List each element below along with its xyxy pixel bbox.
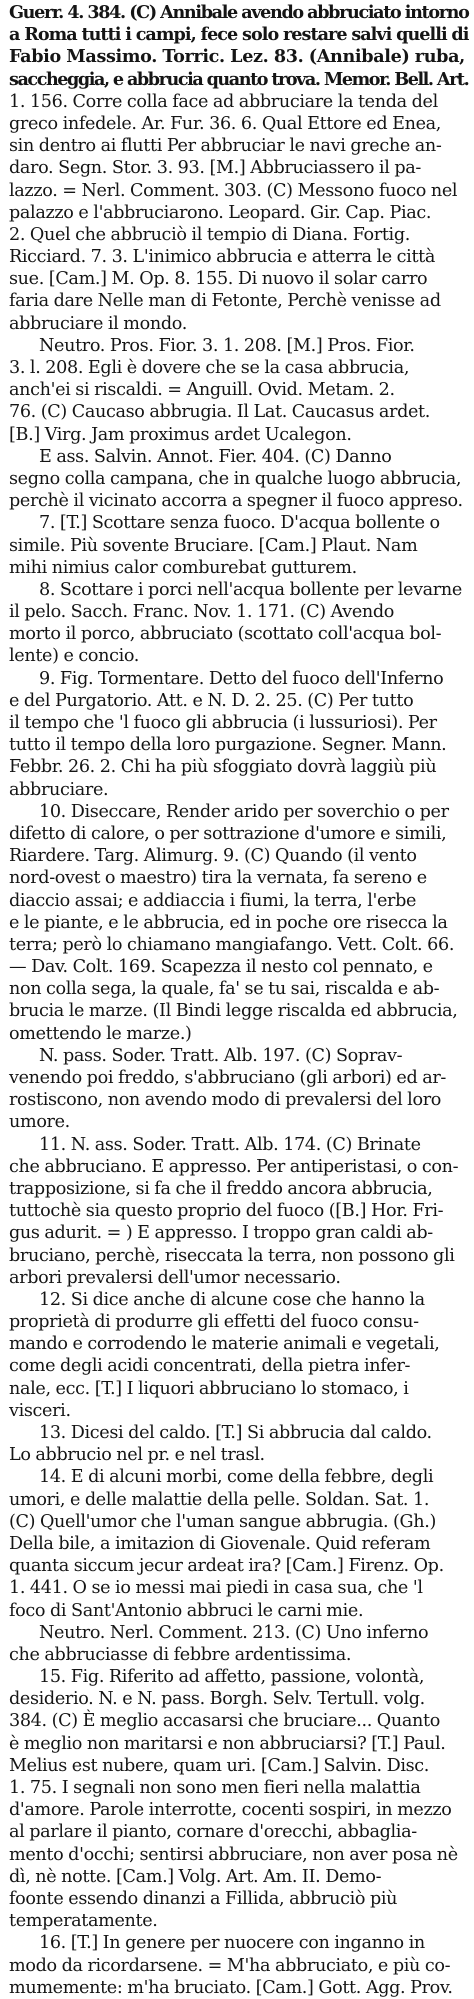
text-line: il pelo. Sacch. Franc. Nov. 1. 171. (C) Avendo	[9, 602, 395, 623]
text-line: 1. 441. O se io messi mai piedi in casa sua, che 'l	[9, 1578, 423, 1599]
text-line: 1. 75. I segnali non sono men fieri nella malattia	[9, 1778, 421, 1798]
text-line: sin dentro ai flutti Per abbruciar le navi greche an-	[9, 136, 442, 157]
text-line: proprietà di produrre gli effetti del fuoco consu-	[9, 1312, 419, 1333]
text-line: 16. [T.] In genere per nuocere con inganno in	[39, 1933, 425, 1954]
text-line: quanta siccum jecur ardeat ira? [Cam.] Firenz. Op.	[9, 1556, 444, 1577]
text-line: rostiscono, non avendo modo di prevalersi del loro	[9, 1090, 442, 1111]
text-line: greco infedele. Ar. Fur. 36. 6. Qual Ettore ed Enea,	[9, 113, 442, 134]
text-line: faria dare Nelle man di Fetonte, Perchè venisse ad	[9, 291, 441, 312]
text-line: 10. Diseccare, Render arido per soverchio o per	[39, 801, 449, 822]
text-line: palazzo e l'abbruciarono. Leopard. Gir. Cap. Piac.	[9, 202, 432, 223]
text-line: simile. Più sovente Bruciare. [Cam.] Plaut. Nam	[9, 535, 418, 556]
text-line: Melius est nubere, quam uri. [Cam.] Salvin. Disc.	[9, 1755, 430, 1776]
text-line: E ass. Salvin. Annot. Fier. 404. (C) Danno	[39, 446, 392, 467]
text-line: visceri.	[9, 1400, 71, 1421]
text-line: — Dav. Colt. 169. Scapezza il nesto col pennato, e	[9, 957, 433, 978]
text-line: venendo poi freddo, s'abbruciano (gli arbori) ed ar-	[9, 1068, 447, 1088]
text-line: arbori prevalersi dell'umor necessario.	[9, 1267, 341, 1288]
text-line: 9. Fig. Tormentare. Detto del fuoco dell'Inferno	[39, 668, 444, 689]
text-line: a Roma tutti i campi, fece solo restare salvi quelli di	[9, 24, 469, 46]
text-line: 8. Scottare i porci nell'acqua bollente per levarne	[39, 579, 462, 600]
text-line: mento d'occhi; sentirsi abbruciare, non aver posa nè	[9, 1844, 458, 1865]
text-line: perchè il vicinato accorra a spegner il fuoco appreso.	[9, 491, 463, 512]
text-line: tutto il tempo della loro purgazione. Segner. Mann.	[9, 735, 447, 756]
dictionary-entry-text	[9, 2, 468, 1999]
text-line: desiderio. N. e N. pass. Borgh. Selv. Tertull. volg.	[9, 1689, 425, 1710]
text-line: non colla sega, la quale, fa' se tu sai, riscalda e ab-	[9, 979, 440, 1000]
text-line: (C) Quell'umor che l'uman sangue abbrugia. (Gh.)	[9, 1511, 437, 1532]
text-line: che abbruciano. E appresso. Per antiperistasi, o con-	[9, 1156, 459, 1177]
text-line: e del Purgatorio. Att. e N. D. 2. 25. (C) Per tutto	[9, 690, 414, 711]
text-line: mumemente: m'ha bruciato. [Cam.] Gott. Agg. Prov.	[9, 1977, 453, 1998]
text-line: Guerr. 4. 384. (C) Annibale avendo abbruciato intorno	[9, 2, 469, 23]
text-line: Neutro. Nerl. Comment. 213. (C) Uno inferno	[39, 1622, 429, 1643]
text-line: 14. E di alcuni morbi, come della febbre, degli	[39, 1467, 434, 1488]
text-line: Lo abbrucio nel pr. e nel trasl.	[9, 1445, 265, 1466]
text-line: morto il porco, abbruciato (scottato coll'acqua bol-	[9, 624, 442, 645]
text-line: nale, ecc. [T.] I liquori abbruciano lo stomaco, i	[9, 1378, 409, 1399]
text-line: 15. Fig. Riferito ad affetto, passione, volontà,	[39, 1667, 425, 1688]
text-line: saccheggia, e abbrucia quanto trova. Memor. Bell. Art.	[9, 68, 469, 90]
text-line: 11. N. ass. Soder. Tratt. Alb. 174. (C) Brinate	[39, 1134, 421, 1155]
text-line: bruciano, perchè, riseccata la terra, non possono gli	[9, 1245, 455, 1266]
text-line: lente) e concio.	[9, 646, 140, 667]
text-line: abbruciare.	[9, 779, 109, 800]
text-line: come degli acidi concentrati, della pietra infer-	[9, 1356, 411, 1377]
text-line: foco di Sant'Antonio abbruci le carni mie.	[9, 1600, 364, 1621]
text-line: Della bile, a imitazion di Giovenale. Quid referam	[9, 1533, 431, 1554]
text-line: al parlare il pianto, cornare d'orecchi, abbaglia-	[9, 1822, 417, 1843]
text-line: terra; però lo chiamano mangiafango. Vett. Colt. 66.	[9, 934, 455, 955]
text-line: nord-ovest o maestro) tira la vernata, fa sereno e	[9, 868, 427, 889]
text-line: dì, nè notte. [Cam.] Volg. Art. Am. II. Demo-	[9, 1866, 382, 1887]
text-line: d'amore. Parole interrotte, cocenti sospiri, in mezzo	[9, 1800, 452, 1821]
text-line: diaccio assai; e addiaccia i fiumi, la terra, l'erbe	[9, 890, 417, 911]
text-line: 1. 156. Corre colla face ad abbruciare la tenda del	[9, 91, 438, 112]
text-line: Fabio Massimo. Torric. Lez. 83. (Annibale) ruba,	[9, 46, 465, 68]
text-line: 2. Quel che abbruciò il tempio di Diana. Fortig.	[9, 224, 410, 245]
text-line: segno colla campana, che in qualche luogo abbrucia,	[9, 468, 462, 489]
text-line: Neutro. Pros. Fior. 3. 1. 208. [M.] Pros. Fior.	[39, 335, 415, 356]
text-line: il tempo che 'l fuoco gli abbrucia (i lussuriosi). Per	[9, 713, 437, 733]
text-line: omettendo le marze.)	[9, 1023, 192, 1044]
text-line: modo da ricordarsene. = M'ha abbruciato, e più co-	[9, 1955, 451, 1976]
text-line: mando e corrodendo le materie animali e vegetali,	[9, 1334, 440, 1355]
text-line: umore.	[9, 1112, 70, 1133]
text-line: tuttochè sia questo proprio del fuoco ([B.] Hor. Fri-	[9, 1201, 444, 1222]
text-line: foonte essendo dinanzi a Fillida, abbruciò più	[9, 1888, 398, 1909]
text-line: trapposizione, si fa che il freddo ancora abbrucia,	[9, 1178, 433, 1199]
text-line: sue. [Cam.] M. Op. 8. 155. Di nuovo il solar carro	[9, 269, 428, 290]
text-line: 76. (C) Caucaso abbrugia. Il Lat. Caucasus ardet.	[9, 402, 431, 423]
text-line: 12. Si dice anche di alcune cose che hanno la	[39, 1289, 425, 1310]
text-line: lazzo. = Nerl. Comment. 303. (C) Messono fuoco nel	[9, 180, 458, 201]
text-line: N. pass. Soder. Tratt. Alb. 197. (C) Soprav-	[39, 1045, 403, 1066]
text-line: 13. Dicesi del caldo. [T.] Si abbrucia dal caldo.	[39, 1423, 432, 1443]
text-line: [B.] Virg. Jam proximus ardet Ucalegon.	[9, 424, 352, 445]
text-line: difetto di calore, o per sottrazione d'umore e simili,	[9, 823, 447, 844]
text-line: daro. Segn. Stor. 3. 93. [M.] Abbruciassero il pa-	[9, 158, 421, 179]
text-line: Ricciard. 7. 3. L'inimico abbrucia e atterra le città	[9, 247, 436, 268]
text-line: e le piante, e le abbrucia, ed in poche ore risecca la	[9, 912, 448, 933]
text-line: 384. (C) È meglio accasarsi che bruciare... Quanto	[9, 1711, 440, 1732]
text-line: Riardere. Targ. Alimurg. 9. (C) Quando (il vento	[9, 846, 417, 867]
text-line: temperatamente.	[9, 1911, 158, 1932]
text-line: che abbruciasse di febbre ardentissima.	[9, 1644, 352, 1665]
text-line: è meglio non maritarsi e non abbruciarsi? [T.] Paul.	[9, 1733, 446, 1754]
text-line: mihi nimius calor comburebat gutturem.	[9, 557, 357, 578]
text-line: abbruciare il mondo.	[9, 313, 187, 334]
text-line: umori, e delle malattie della pelle. Soldan. Sat. 1.	[9, 1489, 430, 1510]
text-line: Febbr. 26. 2. Chi ha più sfoggiato dovrà laggiù più	[9, 757, 437, 778]
text-line: brucia le marze. (Il Bindi legge riscalda ed abbrucia,	[9, 1001, 458, 1022]
text-line: anch'ei si riscaldi. = Anguill. Ovid. Metam. 2.	[9, 380, 395, 401]
text-line: 7. [T.] Scottare senza fuoco. D'acqua bollente o	[39, 513, 440, 534]
text-line: 3. l. 208. Egli è dovere che se la casa abbrucia,	[9, 358, 410, 378]
text-line: gus adurit. = ) E appresso. I troppo gran caldi ab-	[9, 1223, 433, 1244]
